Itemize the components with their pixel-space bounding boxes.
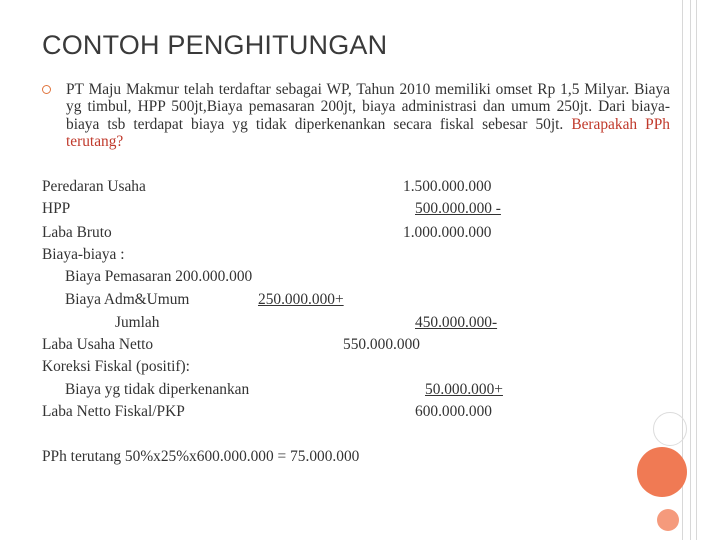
jumlah-value: 450.000.000- [415, 314, 498, 331]
intro-question: Berapakah PPh terutang? [66, 115, 670, 150]
decorative-line [690, 0, 691, 540]
hpp-value: 500.000.000 - [415, 200, 501, 217]
jumlah-label: Jumlah [115, 314, 160, 331]
laba-bruto-value: 1.000.000.000 [403, 224, 492, 241]
hpp-label: HPP [42, 200, 71, 217]
bullet-icon [42, 85, 51, 94]
adm-value-row [258, 291, 344, 309]
tidak-diperkenankan-value: 50.000.000+ [425, 381, 503, 398]
koreksi-label: Koreksi Fiskal (positif): [42, 358, 190, 375]
tidak-diperkenankan-value-row [403, 381, 503, 399]
tidak-diperkenankan-label: Biaya yg tidak diperkenankan [65, 381, 250, 398]
jumlah-value-row [410, 314, 497, 332]
decorative-circle-small [657, 509, 679, 531]
adm-label: Biaya Adm&Umum [65, 291, 190, 308]
peredaran-value: 1.500.000.000 [403, 178, 492, 195]
laba-fiskal-value: 600.000.000 [415, 403, 492, 420]
laba-fiskal-label: Laba Netto Fiskal/PKP [42, 403, 185, 420]
pemasaran-label: Biaya Pemasaran 200.000.000 [65, 268, 253, 285]
decorative-ring [653, 412, 687, 446]
adm-value: 250.000.000+ [258, 291, 344, 308]
laba-usaha-label: Laba Usaha Netto [42, 336, 154, 353]
pph-terutang-line: PPh terutang 50%x25%x600.000.000 = 75.000.000 [42, 448, 360, 465]
peredaran-label: Peredaran Usaha [42, 178, 146, 195]
hpp-value-row [403, 200, 501, 218]
decorative-line [696, 0, 697, 540]
laba-bruto-label: Laba Bruto [42, 224, 112, 241]
laba-usaha-value: 550.000.000 [343, 336, 420, 353]
slide-title: CONTOH PENGHITUNGAN [42, 30, 388, 60]
intro-paragraph [66, 81, 670, 150]
biaya-label: Biaya-biaya : [42, 246, 125, 263]
decorative-circle-large [637, 447, 687, 497]
intro-text: PT Maju Makmur telah terdaftar sebagai WP, Tahun 2010 memiliki omset Rp 1,5 Milyar. Biaya yg timbul, HPP 500jt,Biaya pemasaran 200jt, biaya administrasi dan umum 250jt. Dari biaya-biaya tsb terdapat biaya yg tidak diperkenankan secara fiskal sebesar 50jt. [66, 81, 670, 133]
